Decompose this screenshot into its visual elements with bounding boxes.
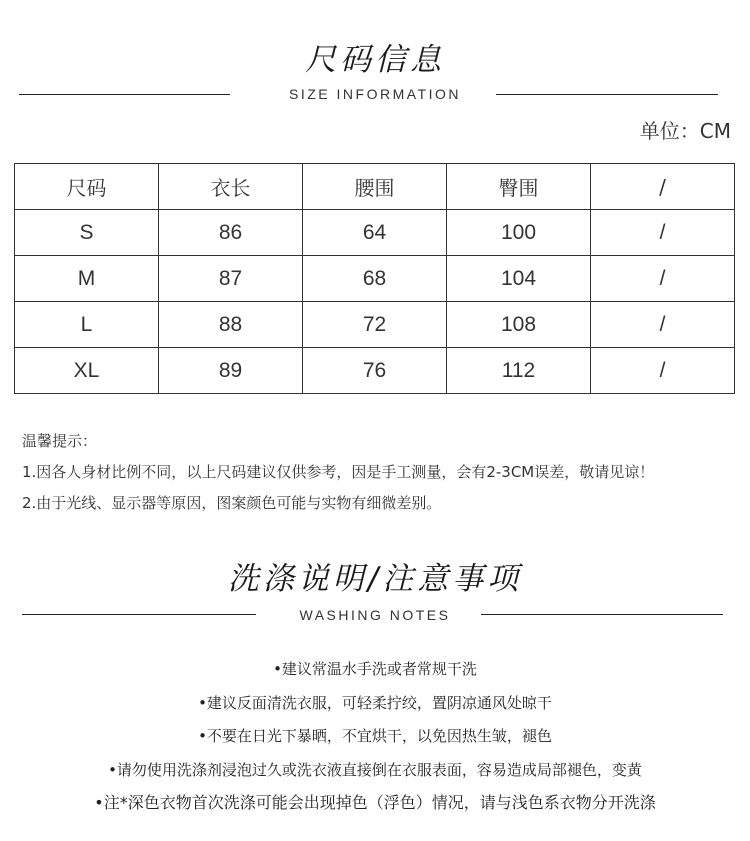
table-row: [15, 302, 735, 348]
header-waist: 腰围: [303, 164, 447, 210]
table-cell: 112: [447, 348, 591, 394]
washing-subtitle: WASHING NOTES: [299, 607, 451, 623]
header-hip: 臀围: [447, 164, 591, 210]
divider-right: [496, 94, 718, 95]
size-info-title: 尺码信息: [305, 42, 445, 78]
table-row: [15, 348, 735, 394]
header-empty: /: [591, 164, 735, 210]
washing-title: 洗涤说明/注意事项: [227, 561, 523, 597]
size-info-subtitle: SIZE INFORMATION: [289, 86, 461, 102]
table-row: [15, 210, 735, 256]
washing-notes-list: [0, 658, 750, 826]
divider-right: [481, 614, 723, 615]
tip-item: 2.由于光线、显示器等原因，图案颜色可能与实物有细微差别。: [22, 494, 442, 512]
tips-heading: 温馨提示：: [22, 432, 98, 450]
table-cell: 88: [159, 302, 303, 348]
table-cell: 64: [303, 210, 447, 256]
header-size: 尺码: [15, 164, 159, 210]
tip-item: 1.因各人身材比例不同，以上尺码建议仅供参考，因是手工测量，会有2-3CM误差，敬请见谅！: [22, 463, 655, 481]
table-cell: /: [591, 302, 735, 348]
list-item: •不要在日光下暴晒，不宜烘干，以免因热生皱，褪色: [198, 727, 552, 745]
list-item: •建议反面清洗衣服，可轻柔拧绞，置阴凉通风处晾干: [198, 693, 552, 712]
table-cell: 68: [303, 256, 447, 302]
unit-label: 单位：CM: [639, 119, 731, 143]
table-cell: XL: [15, 348, 159, 394]
tips-block: [22, 430, 654, 523]
size-table: [14, 163, 735, 394]
table-row: [15, 256, 735, 302]
table-cell: S: [15, 210, 159, 256]
table-cell: /: [591, 210, 735, 256]
table-cell: M: [15, 256, 159, 302]
table-cell: 108: [447, 302, 591, 348]
header-length: 衣长: [159, 164, 303, 210]
list-item: •建议常温水手洗或者常规干洗: [273, 660, 477, 678]
table-cell: /: [591, 256, 735, 302]
table-cell: 72: [303, 302, 447, 348]
table-cell: /: [591, 348, 735, 394]
table-cell: 104: [447, 256, 591, 302]
table-cell: 76: [303, 348, 447, 394]
table-cell: 86: [159, 210, 303, 256]
table-cell: 100: [447, 210, 591, 256]
list-item: •请勿使用洗涤剂浸泡过久或洗衣液直接倒在衣服表面，容易造成局部褪色，变黄: [108, 760, 642, 779]
list-item: •注*深色衣物首次洗涤可能会出现掉色（浮色）情况，请与浅色系衣物分开洗涤: [94, 793, 656, 812]
table-header-row: [15, 164, 735, 210]
table-cell: L: [15, 302, 159, 348]
table-cell: 89: [159, 348, 303, 394]
table-cell: 87: [159, 256, 303, 302]
